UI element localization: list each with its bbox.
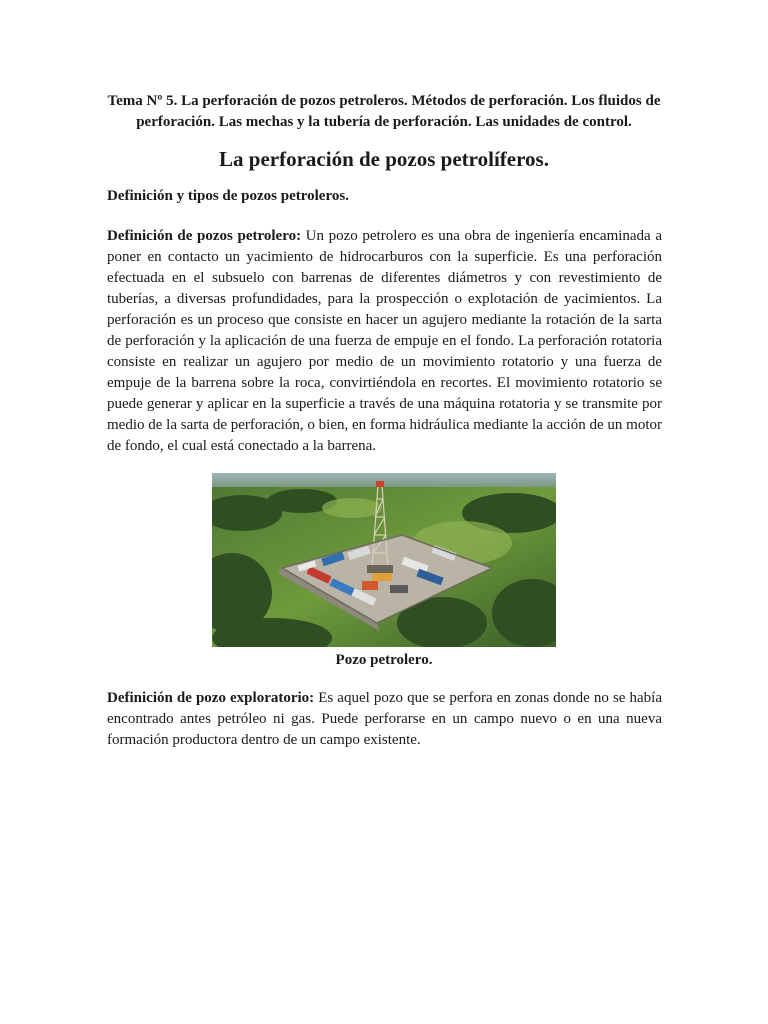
figure-caption: Pozo petrolero.: [335, 652, 433, 668]
paragraph-oil-well-definition: [107, 226, 662, 457]
term-exploratory-well: Definición de pozo exploratorio:: [107, 690, 315, 706]
topic-heading: Tema Nº 5. La perforación de pozos petroleros. Métodos de perforación. Los fluidos de perforación. Las mechas y la tubería de perforación. Las unidades de control.: [107, 93, 661, 130]
paragraph-exploratory-well-definition: [107, 688, 662, 751]
section-subheading: Definición y tipos de pozos petroleros.: [107, 188, 349, 204]
term-oil-well: Definición de pozos petrolero:: [107, 228, 302, 244]
oil-well-definition-text: Un pozo petrolero es una obra de ingeniería encaminada a poner en contacto un yacimiento de hidrocarburos con la superficie. Es una perforación efectuada en el subsuelo con barrenas de diferentes diámetros y con revestimiento de tuberías, a diversas profundidades, para la prospección o explotación de yacimientos. La perforación es un proceso que consiste en hacer un agujero mediante la rotación de la sarta de perforación y la aplicación de una fuerza de empuje en el fondo. La perforación rotatoria consiste en realizar un agujero por medio de un movimiento rotatorio y una fuerza de empuje de la barrena sobre la roca, convirtiéndola en recortes. El movimiento rotatorio se puede generar y aplicar en la superficie a través de una máquina rotatoria y se transmite por medio de la sarta de perforación, o bien, en forma hidráulica mediante la acción de un motor de fondo, el cual está conectado a la barrena.: [107, 228, 662, 454]
page-title: La perforación de pozos petrolíferos.: [219, 147, 549, 171]
exploratory-well-definition-text: Es aquel pozo que se perfora en zonas donde no se había encontrado antes petróleo ni gas. Puede perforarse en un campo nuevo o en una nueva formación productora dentro de un campo existente.: [107, 690, 662, 748]
oil-well-photo: [212, 473, 556, 647]
